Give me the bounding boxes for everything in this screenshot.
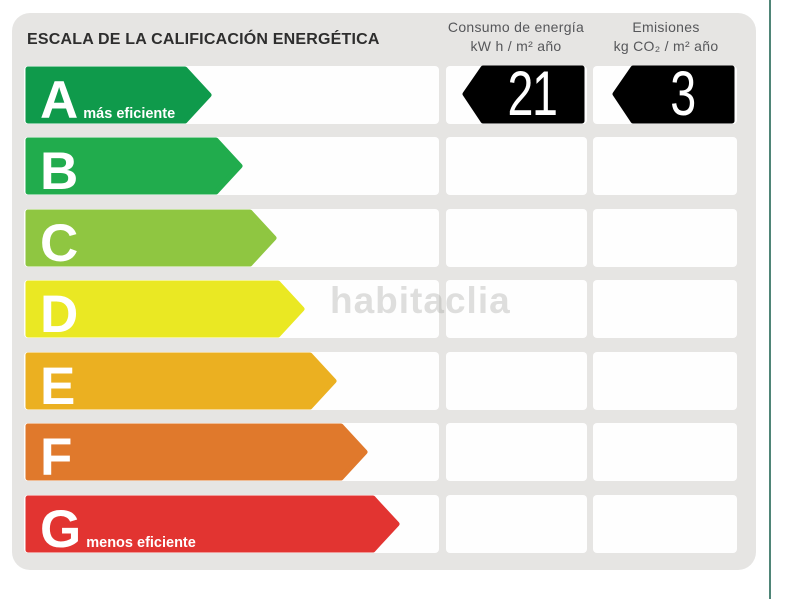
row-cell-consumo bbox=[446, 495, 587, 553]
row-cell-emisiones bbox=[593, 352, 737, 410]
consumo-header-line1: Consumo de energía bbox=[447, 19, 585, 35]
rating-bar-d bbox=[25, 280, 305, 344]
rating-letter: D bbox=[40, 285, 79, 344]
row-cell-consumo bbox=[446, 352, 587, 410]
emisiones-header-line2: kg CO₂ / m² año bbox=[613, 38, 719, 54]
rating-row-b bbox=[0, 137, 800, 201]
emisiones-value-arrow bbox=[593, 59, 737, 129]
rating-bar-c bbox=[25, 209, 277, 273]
row-cell-emisiones bbox=[593, 495, 737, 553]
emisiones-value: 3 bbox=[670, 59, 695, 129]
habitaclia-watermark: habitaclia bbox=[330, 280, 511, 321]
row-cell-emisiones bbox=[593, 209, 737, 267]
rating-row-c bbox=[0, 209, 800, 273]
rating-note: menos eficiente bbox=[86, 535, 196, 551]
rating-letter: F bbox=[40, 428, 73, 487]
rating-row-f bbox=[0, 423, 800, 487]
rating-letter: A bbox=[40, 71, 79, 130]
rating-bar-c-label bbox=[40, 214, 83, 273]
rating-bar-b-label bbox=[40, 142, 83, 201]
vertical-accent-line bbox=[769, 0, 771, 599]
rating-note: más eficiente bbox=[83, 106, 176, 122]
rating-bar-e bbox=[25, 352, 337, 416]
rating-row-g bbox=[0, 495, 800, 559]
rating-bar-e-label bbox=[40, 357, 80, 416]
emisiones-header-line1: Emisiones bbox=[632, 19, 700, 35]
row-cell-consumo bbox=[446, 209, 587, 267]
consumo-value: 21 bbox=[507, 59, 557, 129]
rating-bar-f bbox=[25, 423, 368, 487]
rating-letter: C bbox=[40, 214, 79, 273]
rating-bar-g-label bbox=[40, 500, 196, 559]
rating-letter: E bbox=[40, 357, 76, 416]
row-cell-consumo bbox=[446, 137, 587, 195]
rating-letter: B bbox=[40, 142, 79, 201]
rating-bar-a-label bbox=[40, 71, 176, 130]
emisiones-column-header bbox=[576, 18, 756, 56]
rating-bar-a bbox=[25, 66, 212, 130]
consumo-header-line2: kW h / m² año bbox=[470, 38, 562, 54]
row-cell-consumo bbox=[446, 423, 587, 481]
row-cell-emisiones bbox=[593, 137, 737, 195]
consumo-value-arrow bbox=[446, 59, 587, 129]
rating-bar-f-label bbox=[40, 428, 77, 487]
scale-title: ESCALA DE LA CALIFICACIÓN ENERGÉTICA bbox=[27, 31, 380, 48]
rating-bar-b bbox=[25, 137, 243, 201]
row-cell-emisiones bbox=[593, 423, 737, 481]
rating-letter: G bbox=[40, 500, 82, 559]
rating-bar-d-label bbox=[40, 285, 83, 344]
row-cell-emisiones bbox=[593, 280, 737, 338]
rating-bar-g bbox=[25, 495, 400, 559]
rating-row-e bbox=[0, 352, 800, 416]
